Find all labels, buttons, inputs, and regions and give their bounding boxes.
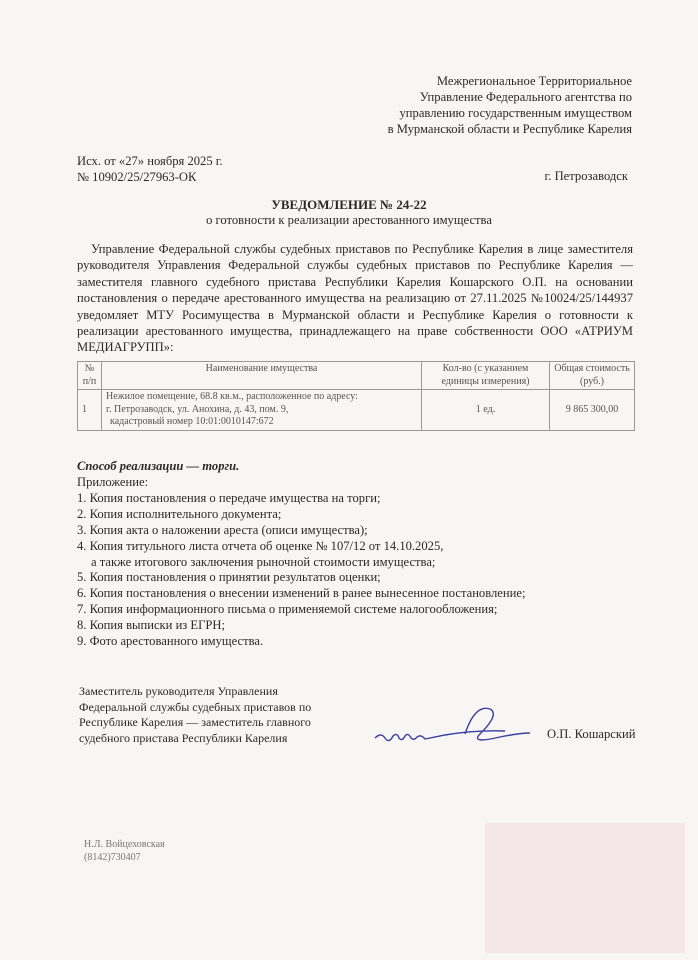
position-line: Республике Карелия — заместитель главного (79, 715, 311, 729)
col-name: Наименование имущества (102, 362, 422, 390)
appendix-item: 6. Копия постановления о внесении изменений в ранее вынесенное постановление; (77, 586, 526, 601)
cell-cost: 9 865 300,00 (550, 390, 635, 431)
city: г. Петрозаводск (544, 169, 628, 183)
name-line: кадастровый номер 10:01:0010147:672 (110, 416, 274, 427)
recipient-line: в Мурманской области и Республике Карелия (387, 122, 632, 136)
position-line: Федеральной службы судебных приставов по (79, 699, 312, 714)
stamp-mark (485, 823, 685, 953)
col-qty: Кол-во (с указанием единицы измерения) (422, 362, 550, 390)
appendix-item: 2. Копия исполнительного документа; (77, 506, 282, 521)
appendix-item: 3. Копия акта о наложении ареста (описи имущества); (77, 522, 368, 537)
col-number: № п/п (78, 362, 102, 390)
appendix-list (77, 475, 525, 650)
recipient-line: Межрегиональное Территориальное (436, 74, 632, 88)
executor-phone: (8142)730407 (84, 852, 141, 863)
appendix-item: 7. Копия информационного письма о применяемой системе налогообложения; (77, 602, 498, 617)
ref-date: Исх. от «27» ноября 2025 г. (77, 154, 223, 168)
cell-qty: 1 ед. (422, 390, 550, 431)
handwritten-signature (370, 700, 540, 750)
ref-number: № 10902/25/27963-ОК (77, 170, 197, 184)
property-table (77, 361, 635, 431)
appendix-item: 8. Копия выписки из ЕГРН; (77, 618, 226, 633)
appendix-title: Приложение: (77, 475, 149, 489)
document-title: УВЕДОМЛЕНИЕ № 24-22 (271, 197, 427, 212)
table-header-row (78, 362, 635, 390)
position-line: Заместитель руководителя Управления (79, 684, 278, 698)
appendix-item: 5. Копия постановления о принятии результатов оценки; (77, 570, 381, 585)
outgoing-ref (77, 153, 223, 185)
recipient-block (380, 73, 632, 137)
appendix-item: 1. Копия постановления о передаче имущества на торги; (77, 490, 381, 505)
col-cost: Общая стоимость (руб.) (550, 362, 635, 390)
signatory-position (79, 684, 311, 746)
document-subtitle: о готовности к реализации арестованного имущества (206, 213, 492, 227)
footer-executor (84, 838, 165, 864)
cell-number: 1 (78, 390, 102, 431)
name-line: г. Петрозаводск, ул. Анохина, д. 43, пом. 9, (106, 403, 289, 415)
sale-method: Способ реализации — торги. (77, 459, 240, 473)
signatory-name: О.П. Кошарский (547, 727, 636, 741)
recipient-line: Управление Федерального агентства по (419, 90, 632, 104)
body-paragraph: Управление Федеральной службы судебных приставов по Республике Карелия в лице заместителя руководителя Управления Федеральной службы судебных приставов по Республике Карелия — заместителя главного судебного пристава Республики Карелия Кошарского О.П. на основании постановления о передаче арестованного имущества на реализацию от 27.11.2025 №10024/25/144937 уведомляет МТУ Росимущества в Мурманской области и Республике Карелия о готовности к реализации арестованного имущества, принадлежащего на праве собственности ООО «АТРИУМ МЕДИАГРУПП»: (77, 242, 633, 355)
name-line: Нежилое помещение, 68.8 кв.м., расположенное по адресу: (106, 391, 358, 402)
appendix-item: 4. Копия титульного листа отчета об оценке № 107/12 от 14.10.2025, (77, 538, 444, 553)
table-row (78, 390, 635, 431)
executor-name: Н.Л. Войцеховская (84, 839, 165, 850)
appendix-item: а также итогового заключения рыночной стоимости имущества; (91, 554, 436, 569)
cell-name (102, 390, 422, 431)
position-line: судебного пристава Республики Карелия (79, 730, 288, 745)
appendix-item: 9. Фото арестованного имущества. (77, 634, 264, 649)
recipient-line: управлению государственным имуществом (399, 106, 632, 120)
